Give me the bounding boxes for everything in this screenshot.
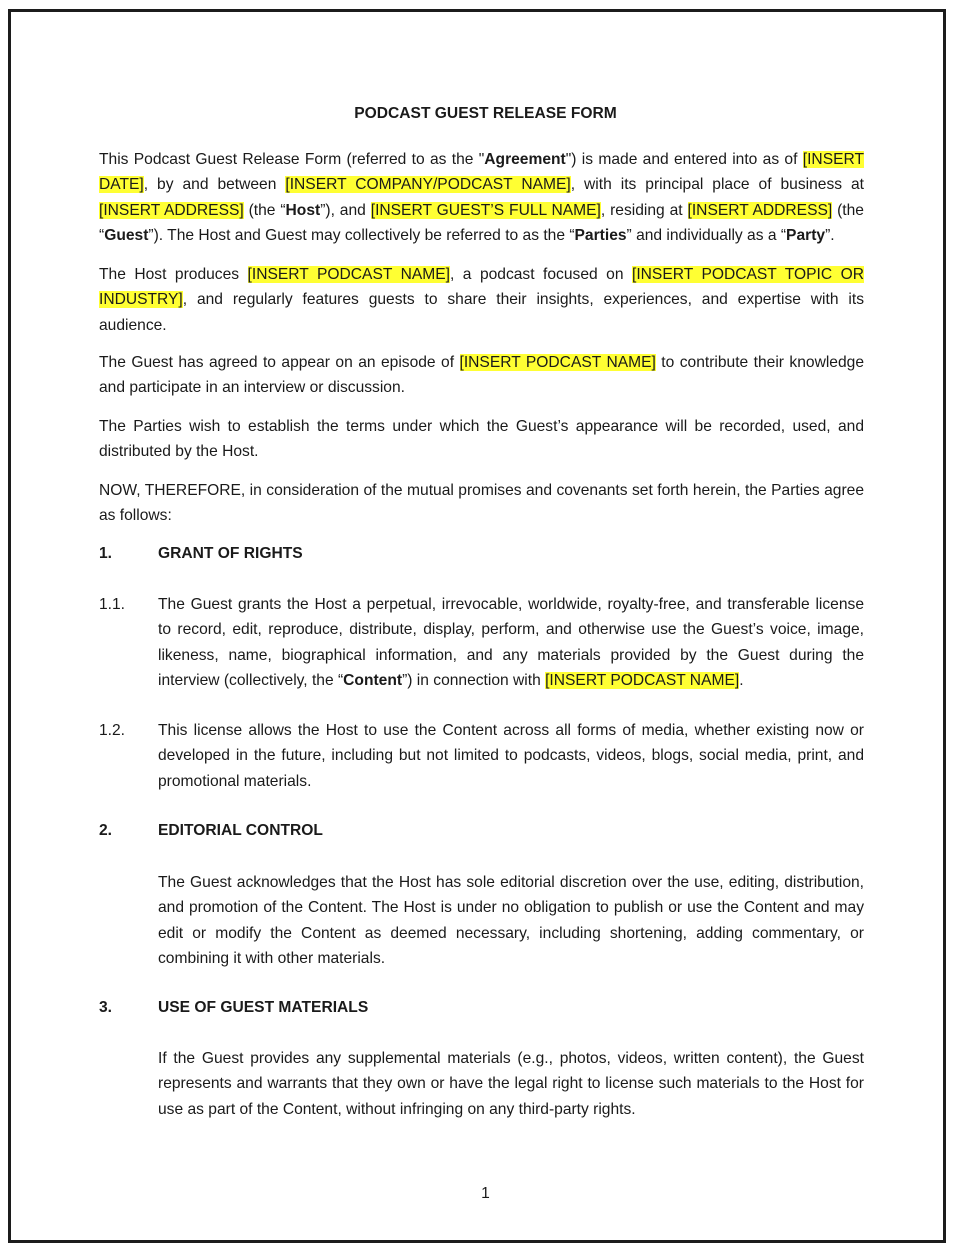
section-heading-editorial-control [99, 820, 323, 842]
intro-text: (the “ [99, 201, 864, 244]
placeholder-date: [INSERT DATE] [99, 151, 864, 194]
section-heading-grant-of-rights [99, 543, 303, 565]
clause-text-part: The Guest grants the Host a perpetual, irrevocable, worldwide, royalty-free, and transferable license to record, edit, reproduce, distribute, display, perform, and otherwise use the Guest’s voice, image, likeness, name, biographical information, and any materials provided by the Guest during the interview (collectively, the “ [158, 596, 864, 689]
intro-text: , by and between [143, 176, 286, 194]
appearance-text: to contribute their knowledge and participate in an interview or discussion. [99, 354, 864, 397]
term-parties: Parties [574, 226, 627, 244]
placeholder-guest-address: [INSERT ADDRESS] [687, 201, 833, 219]
placeholder-podcast-topic: [INSERT PODCAST TOPIC OR INDUSTRY] [99, 266, 864, 309]
editorial-control-text: The Guest acknowledges that the Host has sole editorial discretion over the use, editing, distribution, and promotion of the Content. The Host is under no obligation to publish or use the Content and may edit or modify the Content as deemed necessary, including shortening, adding commentary, or combining it with other materials. [158, 874, 864, 967]
placeholder-guest-name: [INSERT GUEST’S FULL NAME] [370, 201, 601, 219]
section-title: GRANT OF RIGHTS [158, 545, 303, 562]
clause-text [158, 592, 864, 693]
podcast-paragraph [99, 262, 864, 338]
term-content: Content [343, 671, 403, 689]
term-agreement: Agreement [484, 151, 566, 168]
section-number: 2. [99, 822, 113, 839]
podcast-text: The Host produces [99, 266, 248, 283]
term-host: Host [285, 201, 321, 219]
intro-text: ") is made and entered into as of [565, 151, 803, 168]
consideration-paragraph: NOW, THEREFORE, in consideration of the mutual promises and covenants set forth herein, the Parties agree as follows: [99, 482, 864, 525]
section-title: EDITORIAL CONTROL [158, 822, 323, 839]
guest-materials-text: If the Guest provides any supplemental materials (e.g., photos, videos, written content), the Guest represents and warrants that they own or have the legal right to license such materials to the Host for use as part of the Content, without infringing on any third-party rights. [158, 1050, 864, 1118]
intro-text: ” and individually as a “ [626, 226, 787, 244]
term-party: Party [786, 226, 826, 244]
section-number: 3. [99, 999, 113, 1016]
clause-text-part: ”) in connection with [402, 671, 546, 689]
intro-text: (the “ [243, 201, 286, 219]
placeholder-host-address: [INSERT ADDRESS] [99, 201, 244, 219]
intro-text: ”. [825, 226, 835, 244]
placeholder-podcast-name: [INSERT PODCAST NAME] [459, 354, 656, 371]
placeholder-podcast-name: [INSERT PODCAST NAME] [247, 266, 450, 283]
intro-text: , residing at [600, 201, 688, 219]
clause-text-part: . [739, 671, 744, 689]
section-number: 1. [99, 545, 113, 562]
intro-text: , with its principal place of business at [570, 176, 864, 194]
document-page [8, 9, 946, 1243]
section-heading-guest-materials [99, 997, 368, 1019]
intro-text: ”), and [320, 201, 371, 219]
intro-text: This Podcast Guest Release Form (referred to as the " [99, 151, 485, 168]
clause-number: 1.1. [99, 596, 126, 613]
appearance-text: The Guest has agreed to appear on an episode of [99, 354, 460, 371]
clause-number: 1.2. [99, 722, 126, 739]
intro-text: ”). The Host and Guest may collectively be referred to as the “ [148, 226, 575, 244]
terms-purpose-paragraph: The Parties wish to establish the terms under which the Guest’s appearance will be recorded, used, and distributed by the Host. [99, 418, 864, 461]
page-number: 1 [481, 1185, 490, 1202]
podcast-text: , a podcast focused on [449, 266, 632, 283]
clause-text: This license allows the Host to use the Content across all forms of media, whether existing now or developed in the future, including but not limited to podcasts, videos, blogs, social media, print, and promotional materials. [158, 722, 864, 790]
intro-paragraph [99, 147, 864, 248]
placeholder-company-name: [INSERT COMPANY/PODCAST NAME] [285, 176, 571, 194]
placeholder-podcast-name: [INSERT PODCAST NAME] [545, 671, 740, 689]
podcast-text: , and regularly features guests to share their insights, experiences, and expertise with its audience. [99, 291, 864, 334]
guest-appearance-paragraph [99, 350, 864, 401]
term-guest: Guest [104, 226, 149, 244]
section-title: USE OF GUEST MATERIALS [158, 999, 369, 1016]
document-title: PODCAST GUEST RELEASE FORM [354, 105, 617, 122]
